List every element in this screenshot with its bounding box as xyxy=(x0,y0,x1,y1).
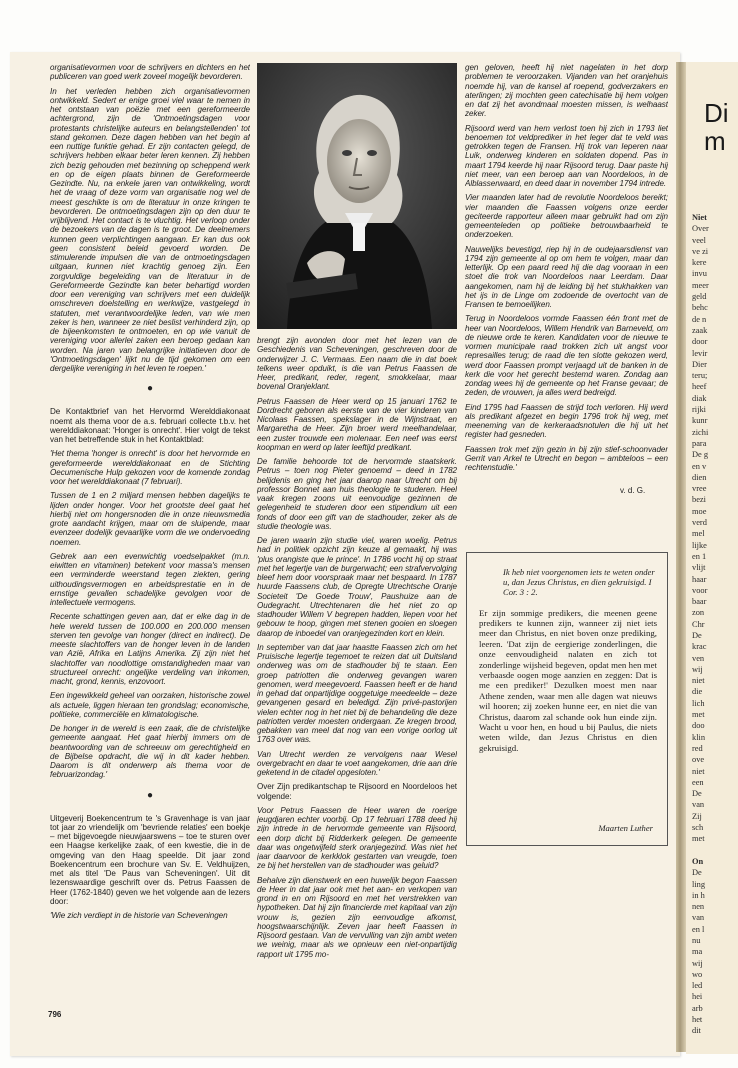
paragraph: De honger in de wereld is een zaak, die de christelijke gemeente aangaat. Het gaat hierbij immers om de beantwoording van de schreeuw om gerechtigheid en de Bijbelse opdracht, die wij in dit kader hebben. Daarom is dit onderwerp als thema voor de februarizondag.' xyxy=(50,724,250,780)
next-page-line: de n xyxy=(692,314,707,324)
quote-author: Maarten Luther xyxy=(598,823,653,833)
next-page-line: klin xyxy=(692,732,706,742)
paragraph: In september van dat jaar haastte Faassen zich om het Pruisische legertje tegemoet te reizen dat uit Duitsland onderweg was om de stadhouder bij te staan. Een groep patriotten die onderweg gevangen waren genomen, werd meegevoerd. Faassen heeft er de hand in gehad dat onpartijdige ooggetuige meedeelde – deze gevangenen gesard en beledigd. Zijn privé-pastorijen vielen echter nog in het niet bij de behandeling die deze patriotten verder moesten ondergaan. Ze kregen brood, gebakken van meel dat nog van een vorige oorlog uit 1763 over was. xyxy=(257,642,457,745)
paragraph: In het verleden hebben zich organisatievormen ontwikkeld. Sedert er enige groei viel waar te nemen in het ontstaan van poëzie met een gereformeerde achtergrond, zijn de 'Ontmoetingsdagen voor protestants christelijke auteurs en belangstellenden' tot stand gekomen. Deze dagen hebben van het begin af een nuttige funktie gehad. Er zijn contacten gelegd, de schrijvers hebben elkaar beter leren kennen. Zij hebben zich bezig gehouden met bezinning op scheppend werk en op de eigen plaats binnen de Gereformeerde Gezindte. Nu, na enkele jaren van ontwikkeling, wordt het de vraag of deze vorm van organisatie nog wel de meest geschikte is om de literatuur in onze kringen te bevorderen. De ontmoetingsdagen zijn op den duur te vrijblijvend. Het contact is te vluchtig. Het verloop onder de bezoekers van de dagen is te groot. De deelnemers kunnen geen verplichtingen aangaan. Er kan dus ook geen consistent beleid gevoerd worden. De stimulerende impulsen die van de ontmoetingsdagen uitgaan, kunnen niet krachtig genoeg zijn. Een zorgvuldige begeleiding van de literatuur in de Gereformeerde Gezindte kan beter behartigd worden door een vereniging van schrijvers met een duidelijk omschreven doelstelling en werkwijze, vastgelegd in statuten, met verantwoordelijke leden, van wie men zeker is hen, wanneer ze niet beslist verhinderd zijn, op de bijeenkomsten te ontmoeten, en op wie vanuit de vereniging voor allerlei zaken een beroep gedaan kan worden. Na jaren van belangrijke initiatieven door de 'Ontmoetingsdagen' lijkt nu de tijd gekomen om een dergelijke vereniging in het leven te roepen.' xyxy=(50,86,250,373)
next-page-line: die xyxy=(692,687,703,697)
paragraph: Uitgeverij Boekencentrum te 's Gravenhage is van jaar tot jaar zo vriendelijk om 'bevriende relaties' een boekje – met bijgevoegde nieuwjaarswens – toe te sturen over een Haagse kerkelijke zaak, of een kwestie, die in de omgeving van den Haag speelde. Dit jaar zond Boekencentrum een brochure van Sv. E. Veldhuijzen, met als titel 'De Paus van Scheveningen'. Uit dit lezenswaardige geschrift over ds. Petrus Faassen de Heer (1762-1840) geven we het volgende aan de lezers door: xyxy=(50,813,250,906)
next-page-line: Niet xyxy=(692,213,707,222)
paragraph: Petrus Faassen de Heer werd op 15 januari 1762 te Dordrecht geboren als eerste van de vier kinderen van Nicolaas Faassen, spekslager in de Wijnstraat, en Margaretha de Heer. Zijn broer werd meelhandelaar, een zuster trouwde een molenaar. Een neef was eerst koopman en werd op later leeftijd predikant. xyxy=(257,396,457,452)
next-page-line: met xyxy=(692,710,705,720)
page-gutter xyxy=(676,62,686,1052)
luther-quote-box xyxy=(466,552,668,846)
next-page-line: en 1 xyxy=(692,551,707,561)
boekencentrum-section xyxy=(50,814,250,921)
paragraph: De familie behoorde tot de hervormde staatskerk. Petrus – toen nog Pieter genoemd – deed in 1782 belijdenis en ging het jaar daarop naar Utrecht om bij professor Bonnet aan huis theologie te studeren. Heel vaak kregen zoons uit eenvoudige gezinnen de gelegenheid te studeren door een stipendium uit een fonds of door een gift van de stadhouder, zeker als de studie theologie was. xyxy=(257,457,457,531)
next-page-line: haar xyxy=(692,574,707,584)
next-page-line: On xyxy=(692,856,704,866)
next-page-line: het xyxy=(692,1015,703,1025)
next-page-line: doo xyxy=(692,721,705,731)
next-page-line: hei xyxy=(692,992,703,1002)
paragraph: Terug in Noordeloos vormde Faassen één front met de heer van Noordeloos, Willem Hendrik van Barneveld, om de nieuwe orde te keren. Kandidaten voor de nieuwe te vormen municipale raad trokken zich uit angst voor represailles terug; de raad die ten slotte gekozen werd, werd door Faassen prompt verjaagd uit de banken in de kerk die voor het gerecht bestemd waren. Zondag aan zondag wees hij de gemeente op het Franse gevaar; de zeden, de vrouwen, ja alles werd bedreigd. xyxy=(465,314,668,398)
next-page-line: sch xyxy=(692,823,704,833)
next-page-line: ve zi xyxy=(692,246,709,256)
next-page-line: ove xyxy=(692,755,705,765)
paragraph: Voor Petrus Faassen de Heer waren de roerige jeugdjaren echter voorbij. Op 17 februari 1788 deed hij zijn intrede in de hervormde gemeente van Rijsoord, een dorp dicht bij Ridderkerk gelegen. De gemeente daar was ongetwijfeld sterk oranjegezind. Was niet het jaar daarvoor de kerkklok gestarten van vreugde, toen ze bij het herstellen van de stadhouder was geluid? xyxy=(257,805,457,871)
next-page-line: nen xyxy=(692,902,705,912)
next-page-line: verd xyxy=(692,518,707,528)
next-page-line: ma xyxy=(692,947,703,957)
next-page-line: zichi xyxy=(692,427,709,437)
next-page-line: van xyxy=(692,800,705,810)
next-page-line: meer xyxy=(692,280,709,290)
next-page-line: De g xyxy=(692,450,709,460)
next-page-line: zon xyxy=(692,608,705,618)
next-page-line: in h xyxy=(692,890,705,900)
next-page-line: zaak xyxy=(692,325,708,335)
next-page-heading-1: Di xyxy=(704,98,729,128)
column-left xyxy=(50,63,250,1023)
next-page-line: dit xyxy=(692,1026,701,1036)
next-page-line: en v xyxy=(692,461,707,471)
next-page-line: De xyxy=(692,630,702,640)
paragraph: De Kontaktbrief van het Hervormd Werelddiakonaat noemt als thema voor de a.s. februari collecte t.b.v. het werelddiakonaat: 'Honger is onrecht'. Hier volgt de tekst van het betreffende stuk in het Kontaktblad: xyxy=(50,407,250,444)
next-page-line: kunr xyxy=(692,416,708,426)
next-page-line: nu xyxy=(692,936,701,945)
paragraph: organisatievormen voor de schrijvers en dichters en het publiceren van goed werk zoveel mogelijk bevorderen. xyxy=(50,63,250,82)
next-page-line: Zij xyxy=(692,811,702,821)
next-page-line: levir xyxy=(692,348,708,358)
next-page-line: teru; xyxy=(692,371,708,381)
next-page-line: De xyxy=(692,789,702,799)
next-page-line: krac xyxy=(692,642,707,652)
next-page-line: mel xyxy=(692,529,705,539)
next-page-line: arb xyxy=(692,1003,703,1013)
paragraph: Een ingewikkeld geheel van oorzaken, historische zowel als actuele, liggen hieraan ten grondslag; economische, politieke, commerciële en klimatologische. xyxy=(50,691,250,719)
paragraph: Faassen trok met zijn gezin in bij zijn stief-schoonvader Gerrit van Arkel te Utrecht en begon – ambteloos – een rechtenstudie.' xyxy=(465,444,668,472)
next-page-line: led xyxy=(692,981,703,991)
next-page-line: ven xyxy=(692,653,705,663)
next-page-line: en l xyxy=(692,924,705,934)
next-page-line: voor xyxy=(692,585,708,595)
next-page-line: wij xyxy=(692,664,703,674)
author-signature: v. d. G. xyxy=(620,486,646,495)
paragraph: Vier maanden later had de revolutie Noordeloos bereikt; vier maanden die Faassen volgens onze eerder geciteerde rapporteur alleen maar gebruikt had om zijn gemeenteleden op politieke betrouwbaarheid te onderzoeken. xyxy=(465,193,668,240)
next-page-line: behc xyxy=(692,303,708,313)
next-page-line: invu xyxy=(692,269,707,279)
next-page-line: De xyxy=(692,868,702,878)
next-page-line: kere xyxy=(692,258,707,268)
kontaktbrief-section xyxy=(50,407,250,779)
next-page-line: diak xyxy=(692,393,707,403)
paragraph: Eind 1795 had Faassen de strijd toch verloren. Hij werd als predikant afgezet en begin 1796 trok hij weg, met meeneming van de kerkeraadsnotulen die hij uit het register had gesneden. xyxy=(465,402,668,440)
next-page-line: van xyxy=(692,913,705,923)
next-page-line: wij xyxy=(692,958,703,968)
next-page-lines xyxy=(686,212,709,1037)
paragraph: Gebrek aan een evenwichtig voedselpakket (m.n. eiwitten en vitaminen) betekent voor massa's mensen een verminderde weerstand tegen ziekten, gering uithoudingsvermogen en arbeidsprestatie en in de ernstige gevallen schadelijke gevolgen voor de intellectuele vermogens. xyxy=(50,551,250,607)
next-page-line: veel xyxy=(692,235,706,245)
next-page-line: dien xyxy=(692,472,707,482)
column-right xyxy=(465,63,668,513)
next-page-line: vree xyxy=(692,484,707,494)
quote-body: Er zijn sommige predikers, die meenen geene predikers te kunnen zijn, wanneer zij niet iets meer dan Christus, en niet boven onze prediking, leeren. 'Dat zijn de eergierige zonderlingen, die onze eenvoudigheid nalaten en zich tot zonderlinge wijsheid begeven, opdat men hen met verbaasde oogen moge aanzien en zeggen: Dat is me een prediker!' Dezulken moest men naar Athene zenden, waar men alle dagen wat nieuws wil hooren; zij zoeken hunne eer, en niet die van Christus, daarom zal schande ook hun einde zijn. Wacht u voor hen, en houd u bij Paulus, die niets weten wilde, dan Jezus Christus en dien gekruisigd. xyxy=(479,607,657,753)
column-middle xyxy=(257,336,457,1011)
paragraph: Tussen de 1 en 2 miljard mensen hebben dagelijks te lijden onder honger. Voor het grootste deel gaat het hierbij niet om hongersnoden die in onze nieuwsmedia grote aandacht krijgen, maar om de sluipende, maar evenzeer dodelijk gevaarlijke vorm die we ondervoeding noemen. xyxy=(50,491,250,547)
paragraph: Nauwelijks bevestigd, riep hij in de oudejaarsdienst van 1794 zijn gemeente al op om hem te volgen, maar dan letterlijk. Op een paard reed hij die dag vooraan in een stoet die trok van Noordeloos naar Leerdam. Daar aangekomen, nam hij de leiding bij het stukhakken van het ijs in de Linge om zodoende de overtocht van de Fransen te bemoeilijken. xyxy=(465,244,668,309)
next-page-line: Over xyxy=(692,224,709,234)
section-bullet-1: ● xyxy=(146,383,154,395)
paragraph: Over Zijn predikantschap te Rijsoord en Noordeloos het volgende: xyxy=(257,782,457,801)
paragraph: Rijsoord werd van hem verlost toen hij zich in 1793 liet benoemen tot veldprediker in het leger dat te veld was getrokken tegen de Fransen. Hij trok van Ieperen naar Luik, onderweg kinderen en soldaten dopend. Pas in maart 1794 keerde hij naar Rijsoord terug. Daar paste hij niet meer, van een beroep aan van Noordeloos, in de Alblasserwaard, en deed daar in november 1794 intrede. xyxy=(465,123,668,188)
next-page-line: Dier xyxy=(692,359,707,369)
next-page-line: niet xyxy=(692,676,705,686)
paragraph: Recente schattingen geven aan, dat er elke dag in de hele wereld tussen de 100.000 en 200.000 mensen sterven ten gevolge van honger (direct en indirect). De meeste slachtoffers van de honger leven in de landen van Azië, Afrika en Latijns Amerika. Zij zijn niet het slachtoffer van noodlottige omstandigheden maar van structureel onrecht: ongelijke verdeling van inkomen, macht, grond, kennis, enzovoort. xyxy=(50,612,250,686)
next-page-line: ling xyxy=(692,879,706,889)
next-page-fragment xyxy=(686,62,738,1054)
paragraph: De jaren waarin zijn studie viel, waren woelig. Petrus had in politiek opzicht zijn keuze al gemaakt, hij was 'plus orangiste que le prince'. In 1786 vocht hij op straat met het legertje van de burgerwacht; een strafvervolging bleef hem door voorspraak maar net bespaard. In 1787 huurde Faassens club, de Opregte Utrechtsche Oranje Societeit 'De Goede Trouw', Paushuize aan de Oudegracht. Utrechtenaren die het niet zo op stadhouder Willem V begrepen hadden, liepen voor het gebouw te hoop, gingen met stenen gooien en sloegen daarop de inboedel van oranjegezinden kort en klein. xyxy=(257,536,457,638)
paragraph: 'Wie zich verdiept in de historie van Scheveningen xyxy=(50,911,228,920)
next-page-line: vlijt xyxy=(692,563,706,573)
next-page-line: niet xyxy=(692,766,705,776)
next-page-line: bezi xyxy=(692,495,706,505)
paragraph: 'Het thema 'honger is onrecht' is door het hervormde en gereformeerde werelddiakonaat en de Stichting Oecumenische Hulp gekozen voor de komende zondag voor het werelddiakonaat (7 februari). xyxy=(50,449,250,486)
next-page-line: wo xyxy=(692,969,703,979)
next-page-line: lijke xyxy=(692,540,707,550)
next-page-line: lich xyxy=(692,698,705,708)
paragraph: brengt zijn avonden door met het lezen van de Geschiedenis van Scheveningen, geschreven door de onderwijzer J. C. Vermaas. Een naam die in dat boek telkens weer opduikt, is die van Petrus Faassen de Heer, predikant, reder, regent, smokkelaar, maar bovenal Oranjeklant. xyxy=(257,336,457,392)
paragraph: Van Utrecht werden ze vervolgens naar Wesel overgebracht en daar te voet aangekomen, drie aan drie geketend in de citadel opgesloten.' xyxy=(257,749,457,777)
column-left-paragraphs xyxy=(50,63,250,373)
paragraph: gen geloven, heeft hij niet nagelaten in het dorp problemen te veroorzaken. Vijanden van het oranjehuis noemde hij, van de kansel af roepend, godverzakers en aterlingen; zij mochten geen catechisatie bij hem volgen en dat zij het avondmaal moesten missen, is welhaast zeker. xyxy=(465,63,668,119)
next-page-heading-2: m xyxy=(704,126,726,156)
portrait-illustration xyxy=(257,63,457,329)
next-page-line xyxy=(692,845,709,856)
next-page-line: red xyxy=(692,743,703,753)
next-page-line: baar xyxy=(692,597,707,607)
section-bullet-2: ● xyxy=(146,789,154,801)
next-page-line: para xyxy=(692,438,707,448)
next-page-line: een xyxy=(692,777,704,787)
next-page-line: rijki xyxy=(692,405,706,415)
portrait-photo xyxy=(257,63,457,329)
next-page-line: met xyxy=(692,834,705,844)
next-page-line: moe xyxy=(692,506,707,516)
bible-epigraph: Ik heb niet voorgenomen iets te weten onder u, dan Jezus Christus, en dien gekruisigd. I Cor. 3 : 2. xyxy=(503,567,655,598)
next-page-line: door xyxy=(692,337,708,347)
page-number: 796 xyxy=(48,1010,62,1019)
next-page-line: Chr xyxy=(692,619,705,629)
next-page-line: heef xyxy=(692,382,707,392)
next-page-line: geld xyxy=(692,292,707,302)
paragraph: Behalve zijn dienstwerk en een huwelijk begon Faassen de Heer in dat jaar ook met het aan- en verkopen van grond in en om Rijsoord en met het verstrekken van hypotheken. Dat hij zijn financierde met kapitaal van zijn vrouw is, gezien zijn eenvoudige afkomst, hoogstwaarschijnlijk. Zeven jaar heeft Faassen in Rijsoord gestaan. Van de vervulling van zijn ambt weten we weinig, maar als we opnieuw een niet-onpartijdig rapport uit 1795 mo- xyxy=(257,875,457,959)
